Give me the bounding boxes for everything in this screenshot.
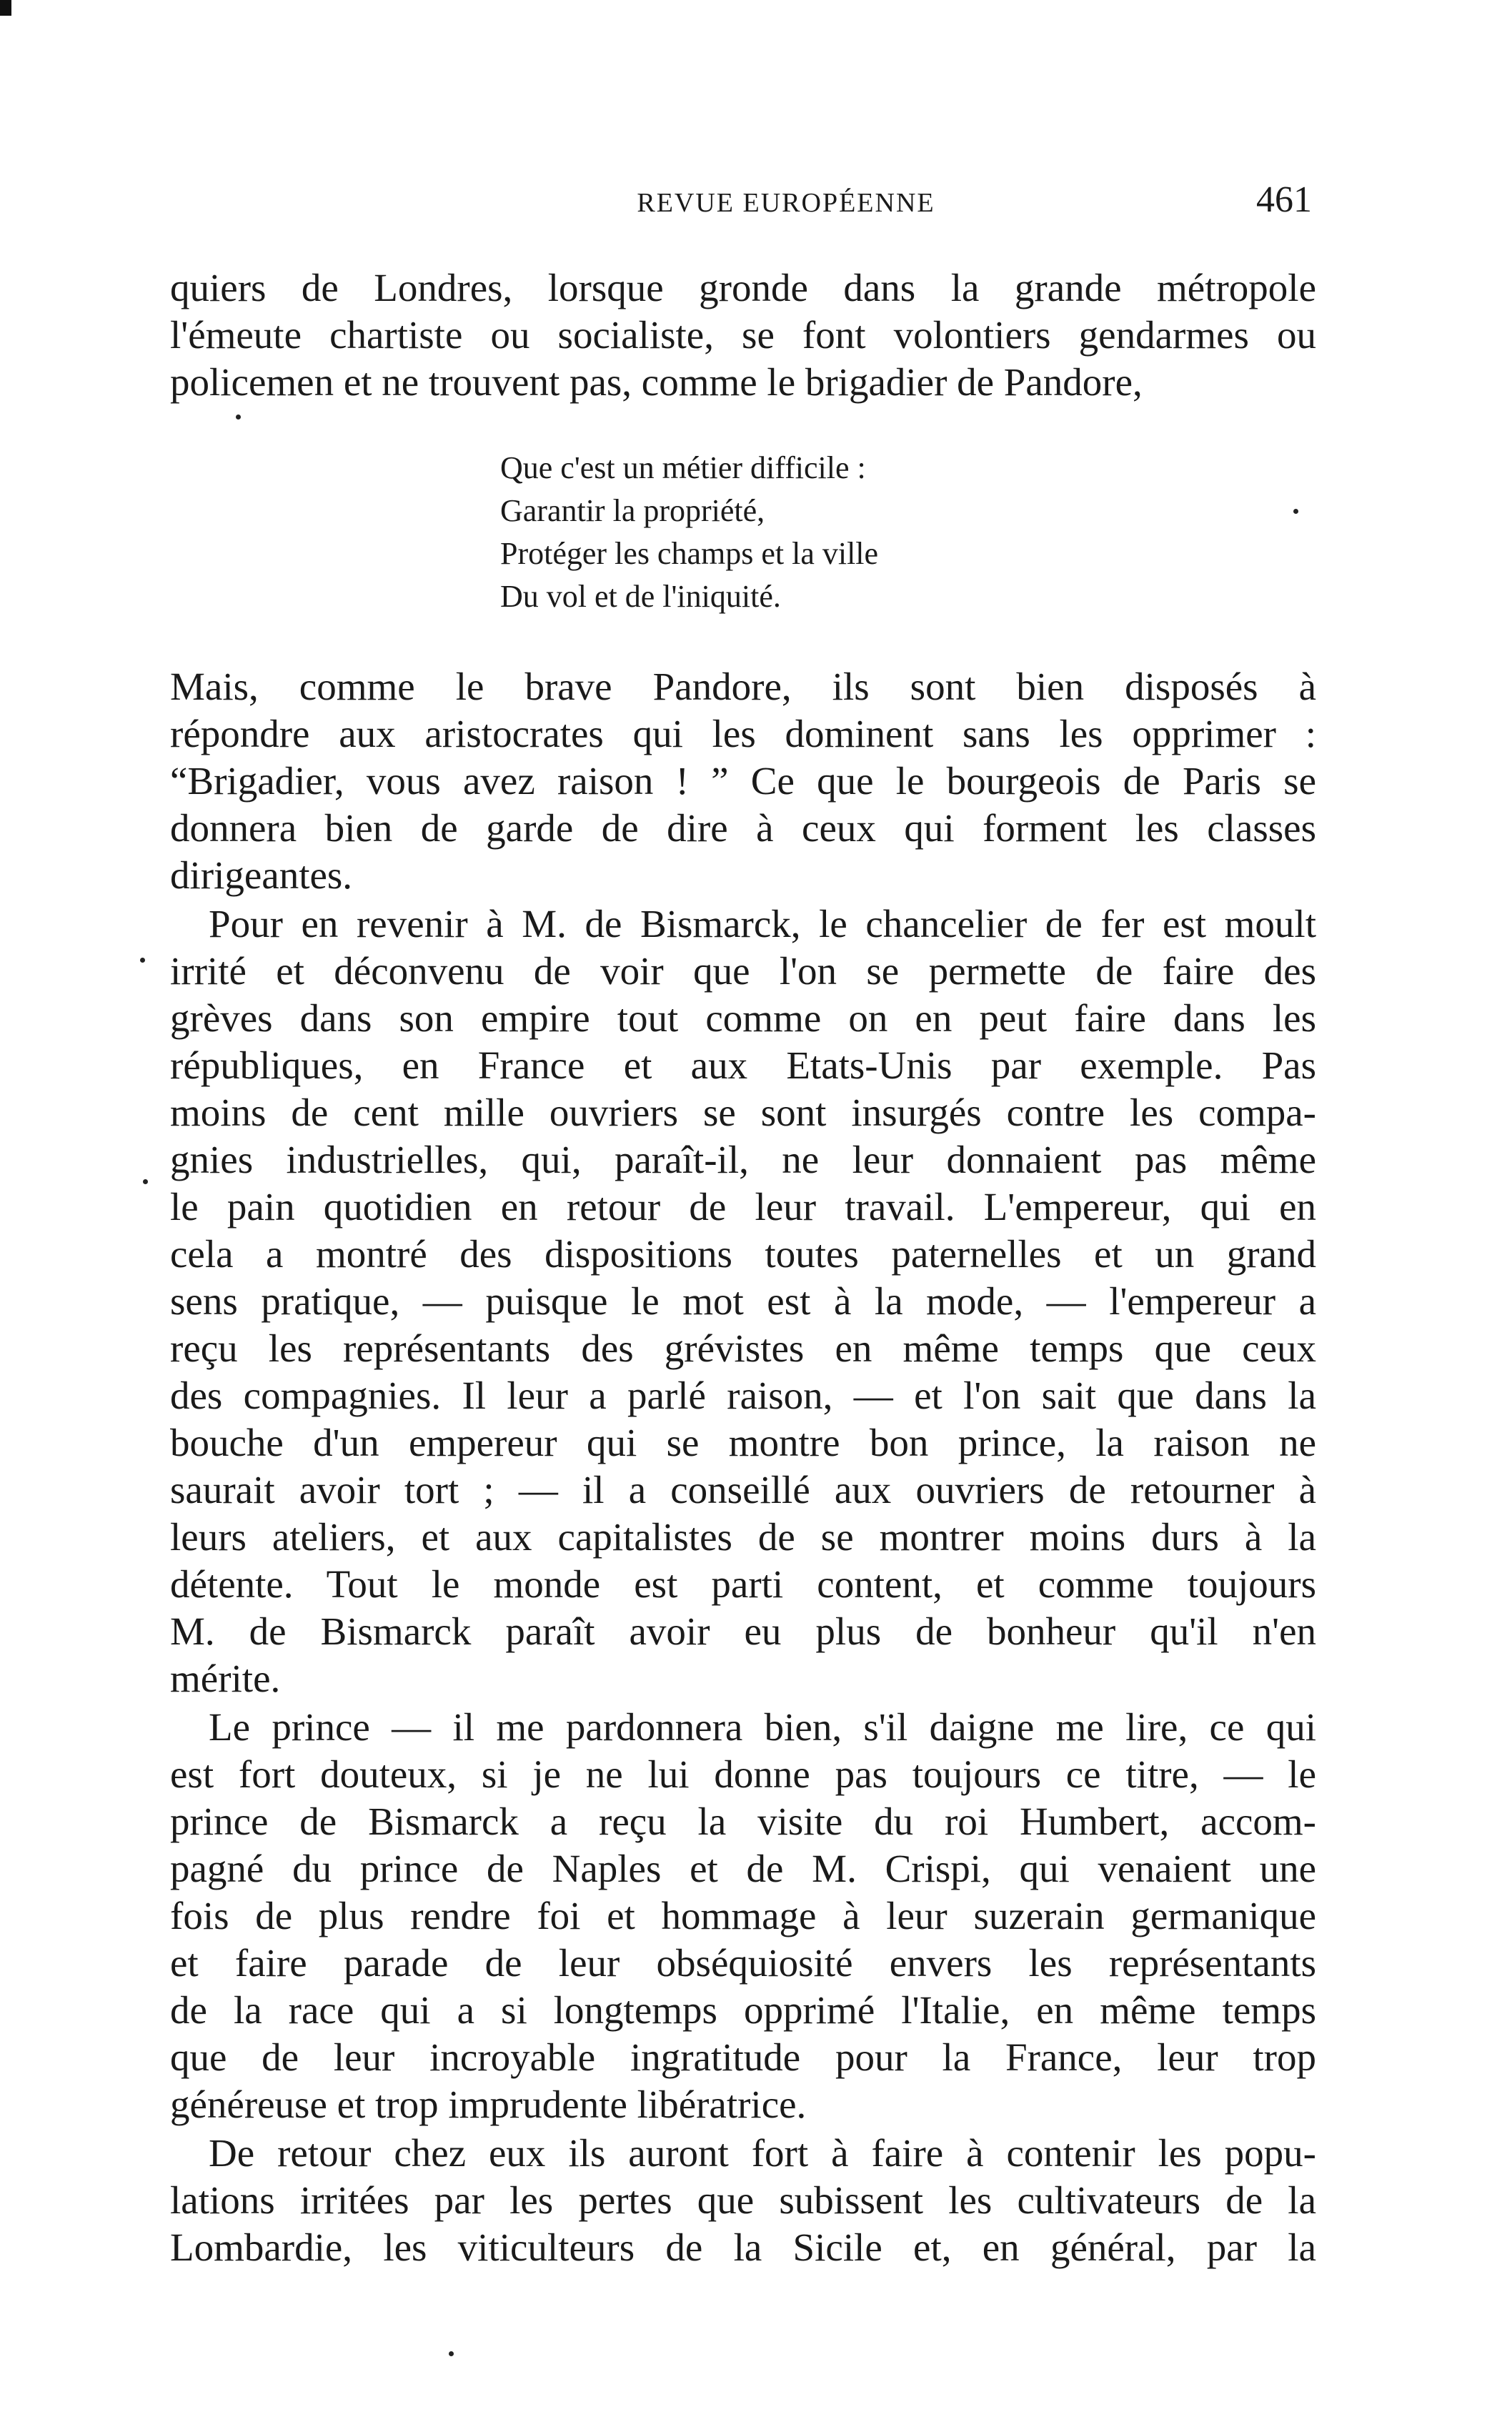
text-line: est fort douteux, si je ne lui donne pas toujours ce titre, — le <box>170 1752 1316 1796</box>
text-line: Lombardie, les viticulteurs de la Sicile et, en général, par la <box>170 2225 1316 2269</box>
text-line: saurait avoir tort ; — il a conseillé aux ouvriers de retourner à <box>170 1468 1316 1512</box>
text-line: lations irritées par les pertes que subissent les cultivateurs de la <box>170 2178 1316 2222</box>
text-line: Mais, comme le brave Pandore, ils sont bien disposés à <box>170 665 1316 708</box>
text-line: policemen et ne trouvent pas, comme le brigadier de Pandore, <box>170 360 1143 404</box>
text-line: “Brigadier, vous avez raison ! ” Ce que le bourgeois de Paris se <box>170 759 1316 803</box>
scan-speck <box>140 958 145 963</box>
verse-line: Garantir la propriété, <box>500 493 765 528</box>
text-line: fois de plus rendre foi et hommage à leur suzerain germanique <box>170 1894 1316 1937</box>
scan-speck <box>143 1179 148 1184</box>
text-line: détente. Tout le monde est parti content, et comme toujours <box>170 1562 1316 1606</box>
text-line: Pour en revenir à M. de Bismarck, le chancelier de fer est moult <box>209 902 1316 946</box>
text-line: généreuse et trop imprudente libératrice. <box>170 2083 807 2126</box>
page-number: 461 <box>1256 179 1312 220</box>
text-line: cela a montré des dispositions toutes paternelles et un grand <box>170 1232 1316 1276</box>
text-line: prince de Bismarck a reçu la visite du roi Humbert, accom- <box>170 1800 1316 1843</box>
text-line: de la race qui a si longtemps opprimé l'Italie, en même temps <box>170 1988 1316 2032</box>
text-line: De retour chez eux ils auront fort à faire à contenir les popu- <box>209 2131 1316 2175</box>
text-line: leurs ateliers, et aux capitalistes de se montrer moins durs à la <box>170 1515 1316 1559</box>
text-line: irrité et déconvenu de voir que l'on se permette de faire des <box>170 949 1316 993</box>
text-line: répondre aux aristocrates qui les dominent sans les opprimer : <box>170 712 1316 755</box>
scan-speck <box>1293 509 1298 514</box>
text-line: et faire parade de leur obséquiosité envers les représentants <box>170 1941 1316 1985</box>
text-line: Le prince — il me pardonnera bien, s'il daigne me lire, ce qui <box>209 1705 1316 1749</box>
scan-speck <box>449 2351 454 2356</box>
text-line: M. de Bismarck paraît avoir eu plus de bonheur qu'il n'en <box>170 1609 1316 1653</box>
scan-speck <box>236 415 241 420</box>
verse-line: Protéger les champs et la ville <box>500 536 879 571</box>
text-line: bouche d'un empereur qui se montre bon prince, la raison ne <box>170 1421 1316 1464</box>
verse-line: Du vol et de l'iniquité. <box>500 579 781 614</box>
text-line: reçu les représentants des grévistes en même temps que ceux <box>170 1326 1316 1370</box>
text-line: que de leur incroyable ingratitude pour la France, leur trop <box>170 2035 1316 2079</box>
running-title: REVUE EUROPÉENNE <box>637 188 935 218</box>
text-line: dirigeantes. <box>170 853 353 897</box>
text-line: donnera bien de garde de dire à ceux qui forment les classes <box>170 806 1316 850</box>
text-line: sens pratique, — puisque le mot est à la mode, — l'empereur a <box>170 1279 1316 1323</box>
text-line: mérite. <box>170 1657 281 1700</box>
text-line: républiques, en France et aux Etats-Unis par exemple. Pas <box>170 1043 1316 1087</box>
text-line: moins de cent mille ouvriers se sont insurgés contre les compa- <box>170 1091 1316 1134</box>
text-line: quiers de Londres, lorsque gronde dans la grande métropole <box>170 266 1316 309</box>
text-line: grèves dans son empire tout comme on en peut faire dans les <box>170 996 1316 1040</box>
verse-line: Que c'est un métier difficile : <box>500 450 866 485</box>
text-line: gnies industrielles, qui, paraît-il, ne leur donnaient pas même <box>170 1138 1316 1181</box>
text-line: des compagnies. Il leur a parlé raison, — et l'on sait que dans la <box>170 1374 1316 1417</box>
text-line: l'émeute chartiste ou socialiste, se font volontiers gendarmes ou <box>170 313 1316 357</box>
text-line: le pain quotidien en retour de leur travail. L'empereur, qui en <box>170 1185 1316 1229</box>
text-line: pagné du prince de Naples et de M. Crispi, qui venaient une <box>170 1847 1316 1890</box>
scan-corner-mark <box>0 0 11 16</box>
